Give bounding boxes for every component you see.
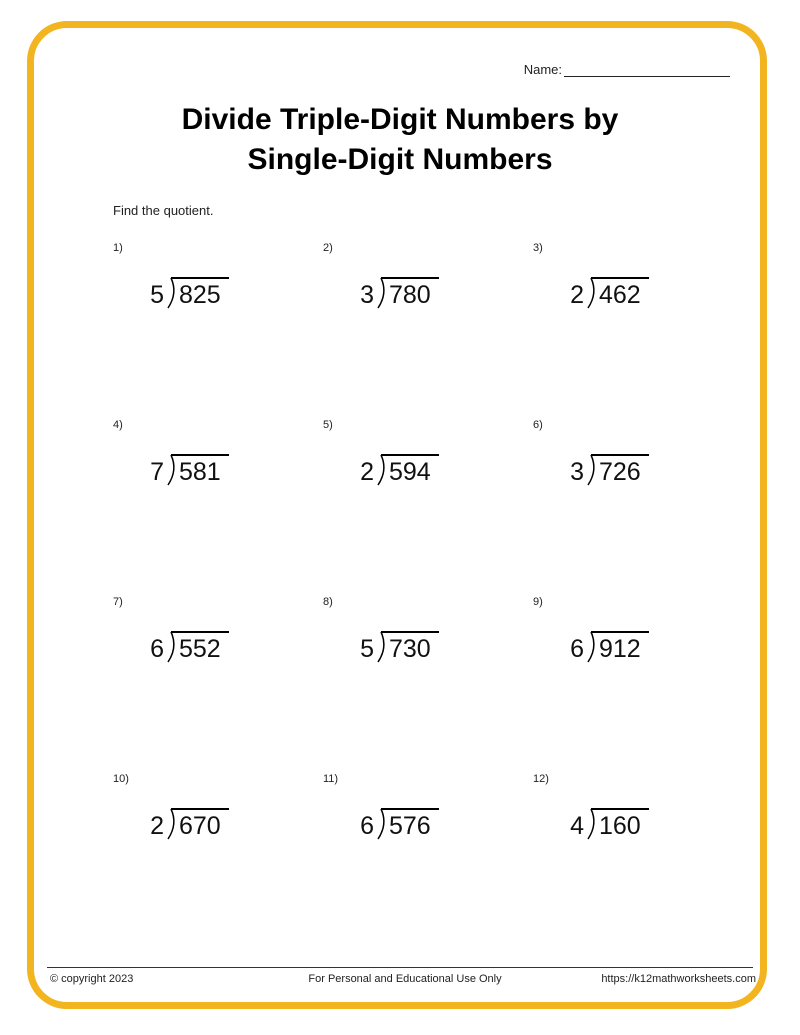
dividend: 594 — [389, 458, 431, 486]
dividend: 552 — [179, 635, 221, 663]
dividend: 581 — [179, 458, 221, 486]
footer-url[interactable]: https://k12mathworksheets.com — [601, 973, 756, 985]
footer-divider — [47, 967, 753, 968]
dividend: 726 — [599, 458, 641, 486]
problem-number: 3) — [533, 242, 543, 254]
division-bar — [171, 631, 229, 633]
division-bracket-icon — [375, 277, 389, 309]
problem-number: 7) — [113, 596, 123, 608]
divisor: 6 — [570, 635, 584, 663]
division-bracket-icon — [375, 808, 389, 840]
divisor: 4 — [570, 812, 584, 840]
name-blank-line[interactable] — [564, 62, 730, 77]
dividend: 912 — [599, 635, 641, 663]
division-bracket-icon — [585, 808, 599, 840]
divisor: 5 — [360, 635, 374, 663]
division-bar — [381, 808, 439, 810]
division-bar — [381, 277, 439, 279]
divisor: 6 — [360, 812, 374, 840]
problem-item — [533, 596, 733, 716]
division-bracket-icon — [165, 631, 179, 663]
dividend: 160 — [599, 812, 641, 840]
long-division-expression — [568, 626, 688, 666]
dividend: 576 — [389, 812, 431, 840]
worksheet-title: Divide Triple-Digit Numbers by Single-Digit Numbers — [181, 103, 619, 176]
dividend: 825 — [179, 281, 221, 309]
long-division-expression — [148, 803, 268, 843]
long-division-expression — [358, 449, 478, 489]
problem-number: 11) — [323, 773, 339, 785]
divisor: 3 — [570, 458, 584, 486]
long-division-expression — [148, 449, 268, 489]
problem-item — [323, 242, 523, 362]
problem-item — [113, 242, 313, 362]
divisor: 3 — [360, 281, 374, 309]
name-label: Name: — [523, 62, 562, 77]
problem-number: 5) — [323, 419, 333, 431]
divisor: 2 — [150, 812, 164, 840]
division-bar — [591, 808, 649, 810]
division-bar — [171, 277, 229, 279]
dividend: 730 — [389, 635, 431, 663]
problem-item — [533, 242, 733, 362]
dividend: 780 — [389, 281, 431, 309]
division-bar — [381, 631, 439, 633]
problem-item — [323, 596, 523, 716]
divisor: 2 — [360, 458, 374, 486]
division-bracket-icon — [165, 808, 179, 840]
problem-number: 1) — [113, 242, 123, 254]
problem-item — [113, 773, 313, 893]
division-bar — [591, 277, 649, 279]
problem-number: 4) — [113, 419, 123, 431]
division-bar — [591, 454, 649, 456]
footer-copyright: © copyright 2023 — [50, 973, 134, 985]
problem-item — [533, 419, 733, 539]
problem-number: 2) — [323, 242, 333, 254]
problem-number: 12) — [533, 773, 549, 785]
dividend: 670 — [179, 812, 221, 840]
division-bracket-icon — [585, 631, 599, 663]
problem-item — [533, 773, 733, 893]
division-bar — [591, 631, 649, 633]
problem-number: 8) — [323, 596, 333, 608]
problem-item — [323, 773, 523, 893]
problem-number: 10) — [113, 773, 129, 785]
problem-number: 9) — [533, 596, 543, 608]
division-bracket-icon — [375, 454, 389, 486]
long-division-expression — [358, 803, 478, 843]
division-bracket-icon — [585, 277, 599, 309]
division-bracket-icon — [165, 277, 179, 309]
division-bracket-icon — [585, 454, 599, 486]
long-division-expression — [148, 272, 268, 312]
problem-item — [113, 596, 313, 716]
divisor: 7 — [150, 458, 164, 486]
divisor: 5 — [150, 281, 164, 309]
long-division-expression — [148, 626, 268, 666]
division-bar — [171, 454, 229, 456]
problem-item — [323, 419, 523, 539]
division-bracket-icon — [165, 454, 179, 486]
instructions: Find the quotient. — [113, 203, 214, 218]
problem-item — [113, 419, 313, 539]
long-division-expression — [358, 272, 478, 312]
footer-usage: For Personal and Educational Use Only — [308, 973, 502, 985]
long-division-expression — [568, 449, 688, 489]
division-bar — [171, 808, 229, 810]
dividend: 462 — [599, 281, 641, 309]
divisor: 6 — [150, 635, 164, 663]
long-division-expression — [358, 626, 478, 666]
long-division-expression — [568, 272, 688, 312]
long-division-expression — [568, 803, 688, 843]
division-bar — [381, 454, 439, 456]
divisor: 2 — [570, 281, 584, 309]
problem-number: 6) — [533, 419, 543, 431]
division-bracket-icon — [375, 631, 389, 663]
name-field[interactable] — [524, 62, 730, 77]
